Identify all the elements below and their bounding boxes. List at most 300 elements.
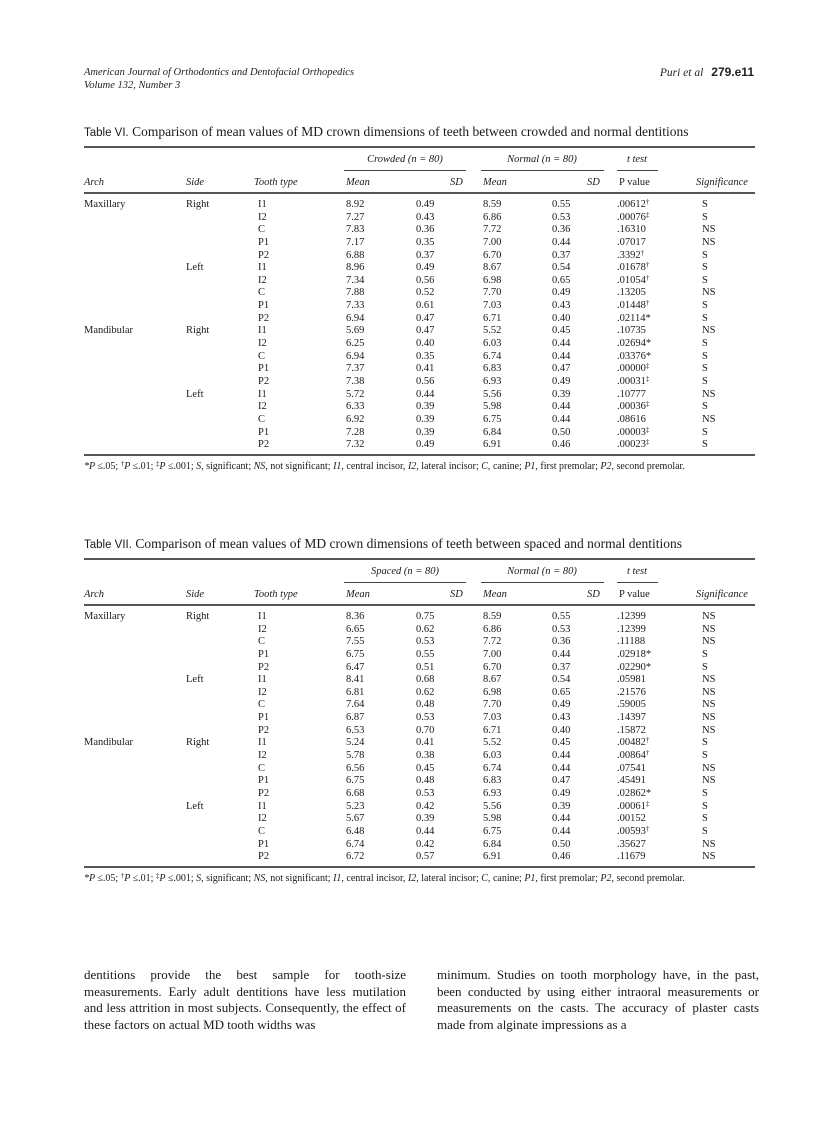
cell-sd1: 0.42 [416, 838, 435, 850]
cell-m1: 6.53 [346, 724, 365, 736]
cell-p: .00076‡ [617, 210, 650, 223]
table-row [84, 300, 755, 313]
cell-tooth: P1 [258, 775, 270, 787]
cell-sig: S [702, 211, 708, 223]
cell-sd1: 0.49 [416, 262, 435, 274]
table-header [84, 148, 755, 192]
cell-sd2: 0.55 [552, 199, 571, 210]
cell-sig: S [702, 274, 708, 286]
group-rule-2 [481, 582, 604, 583]
cell-sig: NS [702, 413, 716, 425]
cell-sd2: 0.36 [552, 636, 571, 648]
cell-tooth: P2 [258, 724, 270, 736]
col-header-mean-2: Mean [483, 589, 507, 600]
cell-sd2: 0.43 [552, 300, 571, 312]
cell-tooth: I1 [258, 800, 267, 812]
cell-tooth: P1 [258, 648, 270, 660]
cell-p: .10735 [617, 325, 646, 337]
cell-m1: 7.55 [346, 636, 365, 648]
cell-sig: NS [702, 775, 716, 787]
cell-sig: NS [702, 623, 716, 635]
table-row [84, 826, 755, 839]
table-title: Comparison of mean values of MD crown dimensions of teeth between spaced and normal dentitions [135, 536, 682, 551]
table-row [84, 636, 755, 649]
running-head [84, 66, 354, 92]
group-rule-3 [617, 170, 658, 171]
cell-p: .3392† [617, 248, 645, 261]
cell-tooth: C [258, 287, 266, 299]
cell-m1: 5.72 [346, 388, 365, 400]
cell-tooth: I1 [258, 737, 267, 749]
cell-sig: S [702, 737, 708, 749]
cell-m1: 5.23 [346, 800, 365, 812]
cell-p: .35627 [617, 838, 646, 850]
cell-sd1: 0.75 [416, 611, 435, 622]
cell-p: .02114* [617, 312, 651, 324]
cell-sig: S [702, 648, 708, 660]
cell-m1: 7.37 [346, 363, 365, 375]
table-row [84, 775, 755, 788]
cell-sd2: 0.44 [552, 813, 571, 825]
group-rule-1 [344, 170, 466, 171]
cell-p: .11188 [617, 636, 646, 648]
cell-m2: 6.75 [483, 825, 502, 837]
cell-sd1: 0.55 [416, 648, 435, 660]
cell-p: .02918* [617, 648, 652, 660]
cell-p: .45491 [617, 775, 646, 787]
cell-sd1: 0.49 [416, 439, 435, 451]
table-row [84, 427, 755, 440]
cell-tooth: C [258, 350, 266, 362]
cell-tooth: P1 [258, 426, 270, 438]
cell-m2: 6.83 [483, 363, 502, 375]
col-header-p-value: P value [619, 177, 650, 188]
table-row [84, 250, 755, 263]
table-row [84, 338, 755, 351]
cell-sig: S [702, 249, 708, 261]
cell-p: .10777 [617, 388, 646, 400]
cell-sd1: 0.61 [416, 300, 435, 312]
cell-m1: 6.92 [346, 413, 365, 425]
cell-sd1: 0.62 [416, 623, 435, 635]
cell-m1: 6.94 [346, 312, 365, 324]
table-body [84, 606, 755, 866]
cell-p: .12399 [617, 623, 646, 635]
cell-tooth: C [258, 636, 266, 648]
cell-p: .01054† [617, 273, 650, 286]
cell-p: .00036‡ [617, 400, 650, 413]
cell-sd2: 0.39 [552, 800, 571, 812]
group-header-3: t test [626, 566, 648, 577]
table-row [84, 712, 755, 725]
cell-p: .15872 [617, 724, 646, 736]
cell-p: .00482† [617, 736, 650, 749]
cell-side: Left [186, 800, 204, 812]
cell-m1: 7.64 [346, 699, 365, 711]
cell-p: .00593† [617, 824, 650, 837]
cell-m1: 6.94 [346, 350, 365, 362]
cell-sd1: 0.39 [416, 426, 435, 438]
cell-m1: 6.87 [346, 712, 365, 724]
table-row [84, 813, 755, 826]
table-caption [84, 536, 755, 553]
group-header-1: Spaced (n = 80) [370, 566, 440, 577]
table-row [84, 851, 755, 864]
cell-sd1: 0.43 [416, 211, 435, 223]
page-number: 279.e11 [711, 65, 754, 79]
cell-p: .00152 [617, 813, 646, 825]
cell-sd1: 0.62 [416, 686, 435, 698]
table-row [84, 212, 755, 225]
cell-m1: 8.96 [346, 262, 365, 274]
cell-sd1: 0.68 [416, 674, 435, 686]
cell-m2: 7.70 [483, 699, 502, 711]
cell-tooth: I2 [258, 338, 267, 350]
table-row [84, 662, 755, 675]
table-row [84, 649, 755, 662]
col-header-mean-2: Mean [483, 177, 507, 188]
cell-m1: 7.33 [346, 300, 365, 312]
cell-sig: S [702, 363, 708, 375]
cell-m1: 7.27 [346, 211, 365, 223]
cell-sd2: 0.37 [552, 661, 571, 673]
cell-sd2: 0.44 [552, 350, 571, 362]
cell-sd1: 0.56 [416, 274, 435, 286]
table-row [84, 737, 755, 750]
table-row [84, 224, 755, 237]
cell-sd1: 0.53 [416, 712, 435, 724]
cell-sd2: 0.44 [552, 401, 571, 413]
cell-p: .00031‡ [617, 374, 650, 387]
cell-sig: NS [702, 699, 716, 711]
cell-p: .03376* [617, 350, 652, 362]
cell-tooth: P2 [258, 661, 270, 673]
cell-sig: NS [702, 724, 716, 736]
cell-sig: NS [702, 851, 716, 863]
cell-sig: NS [702, 636, 716, 648]
cell-sig: NS [702, 686, 716, 698]
cell-p: .07017 [617, 236, 646, 248]
cell-tooth: I2 [258, 686, 267, 698]
cell-m2: 6.70 [483, 249, 502, 261]
cell-sd2: 0.65 [552, 274, 571, 286]
cell-m1: 6.33 [346, 401, 365, 413]
cell-sd2: 0.45 [552, 737, 571, 749]
cell-tooth: I2 [258, 623, 267, 635]
cell-sig: S [702, 312, 708, 324]
cell-side: Left [186, 262, 204, 274]
table-row [84, 624, 755, 637]
cell-m2: 6.03 [483, 338, 502, 350]
cell-tooth: P2 [258, 787, 270, 799]
group-rule-1 [344, 582, 466, 583]
cell-sd2: 0.65 [552, 686, 571, 698]
cell-sd2: 0.50 [552, 426, 571, 438]
table-row [84, 363, 755, 376]
cell-sd2: 0.49 [552, 375, 571, 387]
cell-sd1: 0.39 [416, 813, 435, 825]
cell-sd1: 0.36 [416, 224, 435, 236]
cell-m1: 5.67 [346, 813, 365, 825]
cell-tooth: P2 [258, 439, 270, 451]
group-header-2: Normal (n = 80) [507, 566, 577, 577]
cell-sd2: 0.44 [552, 762, 571, 774]
cell-m2: 7.72 [483, 224, 502, 236]
cell-sd1: 0.39 [416, 413, 435, 425]
cell-sd2: 0.43 [552, 712, 571, 724]
cell-sig: S [702, 800, 708, 812]
cell-sd2: 0.46 [552, 439, 571, 451]
cell-sig: NS [702, 236, 716, 248]
cell-m1: 7.17 [346, 236, 365, 248]
group-rule-3 [617, 582, 658, 583]
cell-m1: 6.88 [346, 249, 365, 261]
cell-tooth: I1 [258, 388, 267, 400]
cell-m1: 7.83 [346, 224, 365, 236]
cell-sd2: 0.53 [552, 211, 571, 223]
cell-sig: NS [702, 224, 716, 236]
table-row [84, 699, 755, 712]
cell-sd1: 0.35 [416, 350, 435, 362]
col-header-sd-2: SD [587, 589, 600, 600]
cell-sd2: 0.45 [552, 325, 571, 337]
table-row [84, 687, 755, 700]
cell-sig: S [702, 375, 708, 387]
cell-sd2: 0.44 [552, 236, 571, 248]
table-row [84, 725, 755, 738]
cell-m2: 7.00 [483, 648, 502, 660]
cell-tooth: P1 [258, 363, 270, 375]
cell-p: .00864† [617, 749, 650, 762]
cell-m1: 8.41 [346, 674, 365, 686]
cell-m1: 6.74 [346, 838, 365, 850]
cell-m1: 6.81 [346, 686, 365, 698]
cell-m2: 6.98 [483, 686, 502, 698]
cell-sd2: 0.36 [552, 224, 571, 236]
cell-tooth: C [258, 413, 266, 425]
cell-tooth: I2 [258, 401, 267, 413]
cell-sig: NS [702, 325, 716, 337]
cell-sd2: 0.47 [552, 775, 571, 787]
cell-sd2: 0.39 [552, 388, 571, 400]
cell-sd1: 0.51 [416, 661, 435, 673]
table-row [84, 376, 755, 389]
cell-p: .14397 [617, 712, 646, 724]
cell-sd1: 0.52 [416, 287, 435, 299]
cell-tooth: C [258, 762, 266, 774]
cell-arch: Maxillary [84, 199, 126, 210]
cell-p: .00000‡ [617, 362, 650, 375]
cell-p: .00023‡ [617, 438, 650, 451]
cell-sd1: 0.42 [416, 800, 435, 812]
cell-m1: 8.36 [346, 611, 365, 622]
cell-tooth: C [258, 224, 266, 236]
table-row [84, 313, 755, 326]
cell-p: .07541 [617, 762, 646, 774]
cell-sig: S [702, 813, 708, 825]
cell-sd2: 0.40 [552, 724, 571, 736]
cell-sd2: 0.54 [552, 674, 571, 686]
cell-m2: 8.67 [483, 262, 502, 274]
cell-m1: 6.75 [346, 648, 365, 660]
cell-tooth: P2 [258, 375, 270, 387]
cell-m2: 6.98 [483, 274, 502, 286]
cell-tooth: I1 [258, 262, 267, 274]
table-title: Comparison of mean values of MD crown dimensions of teeth between crowded and normal dentitions [132, 124, 689, 139]
cell-tooth: C [258, 825, 266, 837]
cell-m1: 6.72 [346, 851, 365, 863]
table-row [84, 389, 755, 402]
cell-sd1: 0.41 [416, 363, 435, 375]
cell-m2: 6.86 [483, 623, 502, 635]
cell-m2: 6.93 [483, 787, 502, 799]
table-body [84, 194, 755, 454]
cell-sd2: 0.44 [552, 825, 571, 837]
col-header-tooth-type: Tooth type [254, 589, 298, 600]
volume-number: Volume 132, Number 3 [84, 80, 181, 91]
cell-tooth: I1 [258, 199, 267, 210]
page-header-right [660, 65, 754, 79]
cell-tooth: P1 [258, 300, 270, 312]
cell-m1: 7.32 [346, 439, 365, 451]
cell-sig: NS [702, 838, 716, 850]
cell-sd2: 0.44 [552, 338, 571, 350]
cell-m2: 8.67 [483, 674, 502, 686]
cell-sd1: 0.39 [416, 401, 435, 413]
cell-m1: 6.48 [346, 825, 365, 837]
cell-side: Right [186, 199, 210, 210]
cell-sig: NS [702, 762, 716, 774]
table-footnote: *P ≤.05; †P ≤.01; ‡P ≤.001; S, significant; NS, not significant; I1, central incisor, I2, lateral incisor; C, canine; P1, first premolar; P2, second premolar. [84, 871, 685, 884]
cell-m2: 6.86 [483, 211, 502, 223]
cell-p: .08616 [617, 413, 646, 425]
cell-p: .01448† [617, 299, 650, 312]
cell-sd1: 0.45 [416, 762, 435, 774]
col-header-arch: Arch [84, 589, 105, 600]
cell-m2: 8.59 [483, 611, 502, 622]
table-row [84, 262, 755, 275]
cell-sig: NS [702, 287, 716, 299]
cell-p: .11679 [617, 851, 646, 863]
cell-m1: 6.47 [346, 661, 365, 673]
cell-m2: 6.84 [483, 838, 502, 850]
cell-sd2: 0.49 [552, 787, 571, 799]
cell-sig: NS [702, 388, 716, 400]
cell-p: .59005 [617, 699, 646, 711]
cell-sd2: 0.53 [552, 623, 571, 635]
col-header-sd-1: SD [450, 177, 463, 188]
cell-tooth: P1 [258, 838, 270, 850]
cell-m1: 6.75 [346, 775, 365, 787]
group-header-2: Normal (n = 80) [507, 154, 577, 165]
cell-tooth: I1 [258, 674, 267, 686]
cell-m2: 6.03 [483, 750, 502, 762]
cell-sd2: 0.37 [552, 249, 571, 261]
cell-m2: 5.98 [483, 401, 502, 413]
cell-sig: S [702, 199, 708, 210]
cell-tooth: P1 [258, 712, 270, 724]
cell-sd1: 0.57 [416, 851, 435, 863]
cell-sd2: 0.47 [552, 363, 571, 375]
cell-m1: 5.78 [346, 750, 365, 762]
table-row [84, 414, 755, 427]
cell-tooth: P2 [258, 851, 270, 863]
table-row [84, 401, 755, 414]
cell-m2: 7.70 [483, 287, 502, 299]
cell-tooth: C [258, 699, 266, 711]
cell-m2: 5.56 [483, 388, 502, 400]
cell-m1: 8.92 [346, 199, 365, 210]
cell-sd2: 0.54 [552, 262, 571, 274]
table-label: Table VI. [84, 127, 129, 139]
cell-sig: S [702, 338, 708, 350]
cell-sig: NS [702, 611, 716, 622]
cell-sd2: 0.50 [552, 838, 571, 850]
cell-tooth: I1 [258, 611, 267, 622]
cell-m1: 7.38 [346, 375, 365, 387]
cell-m2: 5.98 [483, 813, 502, 825]
table-row [84, 439, 755, 452]
cell-sig: S [702, 661, 708, 673]
cell-p: .16310 [617, 224, 646, 236]
table-row [84, 325, 755, 338]
body-text-right-column: minimum. Studies on tooth morphology have, in the past, been conducted by using either intraoral measurements or measurements on the casts. The accuracy of plaster casts made from alginate impressions as a [437, 967, 759, 1032]
cell-m1: 6.56 [346, 762, 365, 774]
table-row [84, 237, 755, 250]
cell-sd1: 0.38 [416, 750, 435, 762]
cell-sd1: 0.48 [416, 699, 435, 711]
cell-sig: S [702, 750, 708, 762]
cell-m1: 7.88 [346, 287, 365, 299]
cell-tooth: I2 [258, 211, 267, 223]
group-header-3: t test [626, 154, 648, 165]
group-header-1: Crowded (n = 80) [367, 154, 443, 165]
cell-m2: 5.52 [483, 325, 502, 337]
table-caption [84, 124, 755, 141]
col-header-arch: Arch [84, 177, 105, 188]
cell-p: .00061‡ [617, 799, 650, 812]
authors: Puri et al [659, 67, 704, 79]
cell-m2: 7.03 [483, 300, 502, 312]
cell-sd2: 0.49 [552, 287, 571, 299]
table-row [84, 275, 755, 288]
cell-p: .01678† [617, 261, 650, 274]
cell-p: .02290* [617, 661, 652, 673]
cell-p: .13205 [617, 287, 646, 299]
journal-name: American Journal of Orthodontics and Dentofacial Orthopedics [84, 67, 355, 78]
table-label: Table VII. [84, 539, 132, 551]
cell-m1: 5.24 [346, 737, 365, 749]
cell-arch: Mandibular [84, 325, 133, 337]
cell-m2: 6.83 [483, 775, 502, 787]
cell-sd2: 0.46 [552, 851, 571, 863]
cell-sig: S [702, 300, 708, 312]
cell-sd1: 0.35 [416, 236, 435, 248]
cell-sig: NS [702, 674, 716, 686]
col-header-p-value: P value [619, 589, 650, 600]
cell-p: .05981 [617, 674, 646, 686]
table-row [84, 351, 755, 364]
cell-m1: 7.28 [346, 426, 365, 438]
cell-m2: 7.72 [483, 636, 502, 648]
cell-arch: Maxillary [84, 611, 126, 622]
cell-m1: 7.34 [346, 274, 365, 286]
cell-sig: S [702, 401, 708, 413]
col-header-mean-1: Mean [346, 589, 370, 600]
col-header-side: Side [186, 589, 205, 600]
table-row [84, 801, 755, 814]
cell-m2: 6.71 [483, 312, 502, 324]
